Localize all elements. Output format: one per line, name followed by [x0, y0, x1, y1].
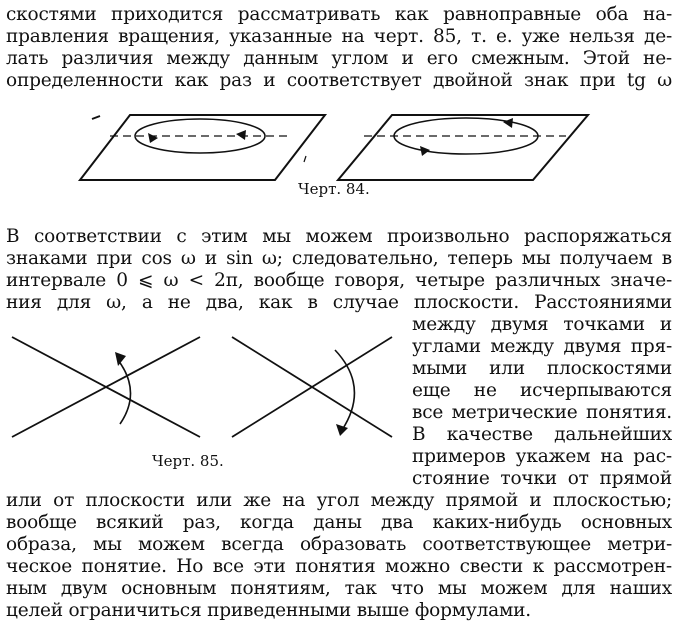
text-line: вообще всякий раз, когда даны два каких-нибудь основных [6, 512, 672, 533]
figure-84-caption: Черт. 84. [298, 180, 370, 198]
rotation-arc-left [118, 360, 131, 424]
plane-left [80, 115, 325, 180]
text-line: или от плоскости или же на угол между прямой и плоскостью; [6, 490, 672, 511]
plane-right [338, 115, 588, 180]
text-line: ческое понятие. Но все эти понятия можно свести к рассмотрен- [6, 556, 672, 577]
text-line: примеров укажем на рас- [412, 446, 672, 467]
figure-85-drawing [0, 322, 410, 462]
text-line: лать различия между данным углом и его смежным. Этой не- [6, 48, 672, 69]
text-line: определенности как раз и соответствует двойной знак при tg ω [6, 70, 672, 91]
text-line: ния для ω, а не два, как в случае плоскости. Расстояниями [6, 292, 672, 313]
text-line: стояние точки от прямой [412, 468, 672, 489]
text-line: В соответствии с этим мы можем произвольно распоряжаться [6, 226, 672, 247]
text-line: еще не исчерпываются [412, 380, 672, 401]
text-line: ным двум основным понятиям, так что мы можем для наших [6, 578, 672, 599]
text-line: правления вращения, указанные на черт. 85, т. е. уже нельзя де- [6, 26, 672, 47]
figure-85-caption: Черт. 85. [152, 452, 224, 470]
text-line: образа, мы можем всегда образовать соответствующее метри- [6, 534, 672, 555]
text-line: целей ограничиться приведенными выше формулами. [6, 600, 531, 621]
text-line: интервале 0 ⩽ ω < 2π, вообще говоря, четыре различных значе- [6, 270, 672, 291]
text-line: В качестве дальнейших [412, 424, 672, 445]
rotation-ellipse-right [394, 118, 538, 154]
text-line: мыми или плоскостями [412, 358, 672, 379]
text-line: все метрические понятия. [412, 402, 672, 423]
text-line: знаками при cos ω и sin ω; следовательно, теперь мы получаем в [6, 248, 672, 269]
text-line: скостями приходится рассматривать как равноправные оба на- [6, 4, 672, 25]
text-line: между двумя точками и [412, 314, 672, 335]
text-line: углами между двумя пря- [412, 336, 672, 357]
